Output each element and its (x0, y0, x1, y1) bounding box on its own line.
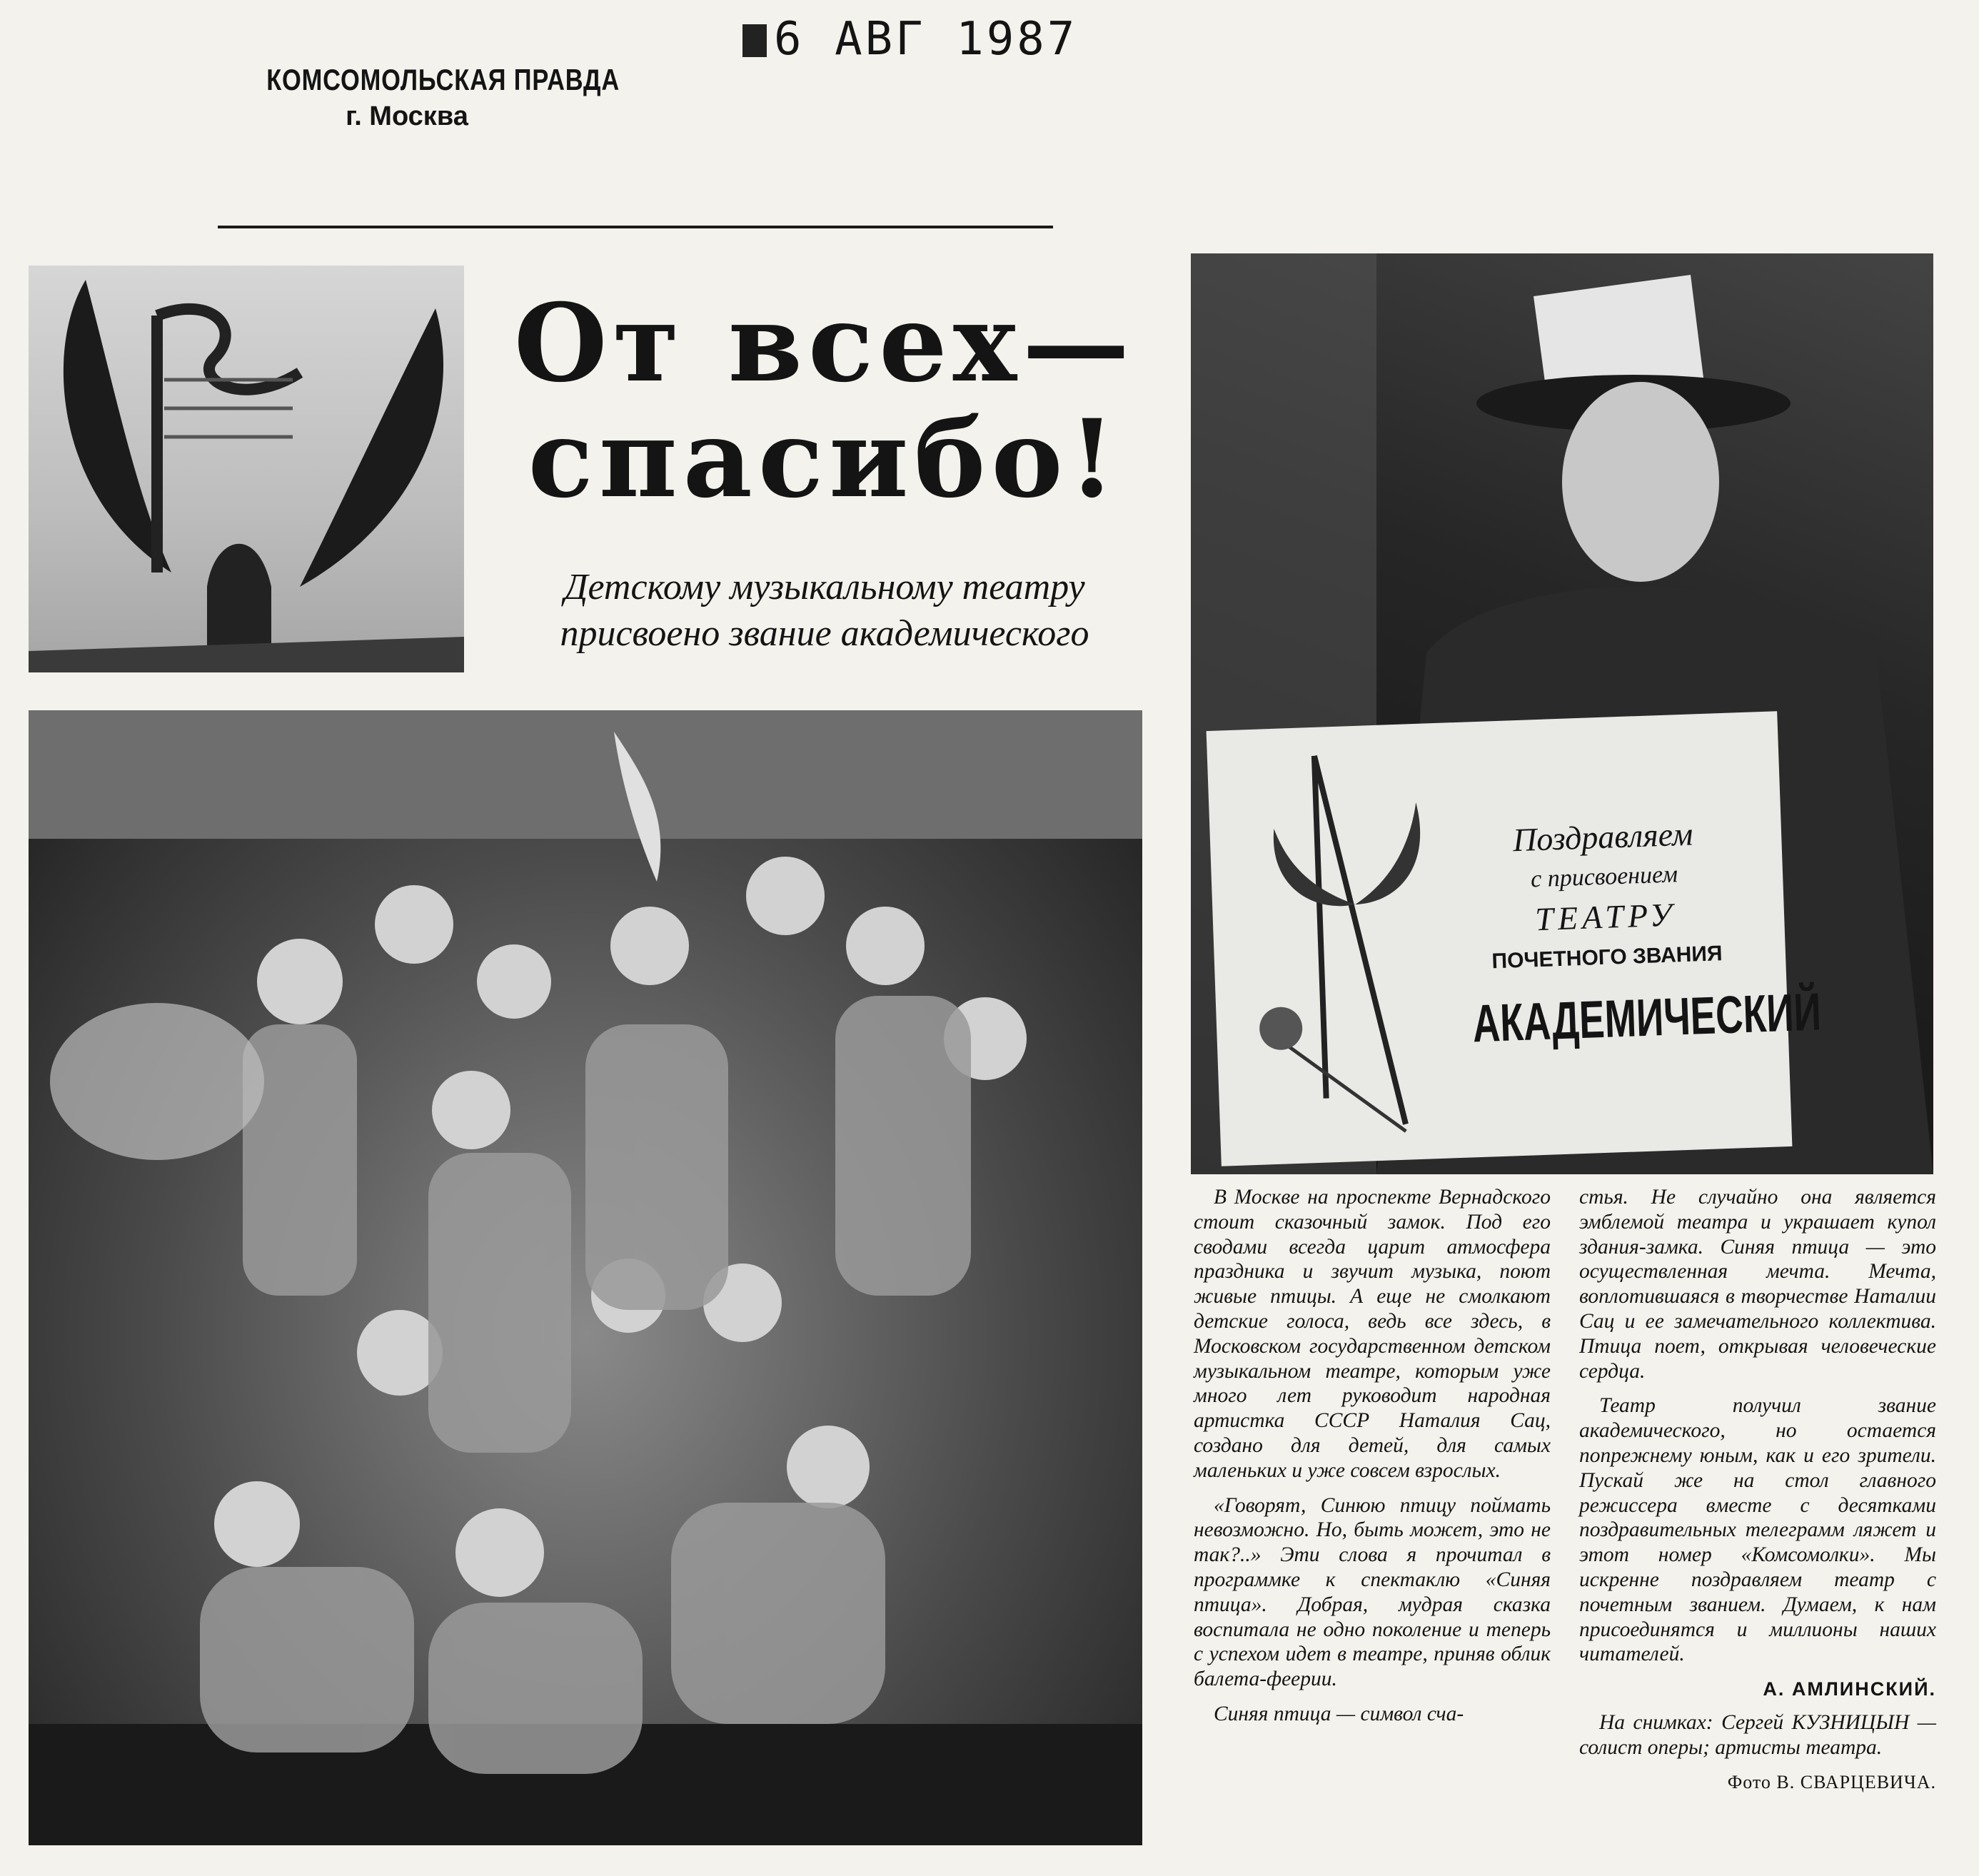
headline-line-2: спасибо! (528, 396, 1122, 522)
article-paragraph: «Говорят, Синюю птицу поймать невозможно. Но, быть может, это не так?..» Эти слова я прочитал в программке к спектаклю «Синяя птица». Добрая, мудрая сказка воспитала не одно поколение и теперь с успехом идет в театре, приняв облик балета-феерии. (1194, 1493, 1551, 1691)
poster-line-2: с присвоением (1530, 861, 1678, 893)
headline-line-1: От всех— (513, 281, 1136, 406)
poster-line-1: Поздравляем (1512, 815, 1694, 859)
poster-line-5: АКАДЕМИЧЕСКИЙ (1471, 982, 1823, 1054)
date-stamp (742, 13, 1077, 66)
article-paragraph: Театр получил звание академического, но остается попрежнему юным, как и его зрители. Пускай же на стол главного режиссера вместе с десятками поздравительных телеграмм ляжет и этот номер «Комсомолки». Мы искренне поздравляем театр с почетным званием. Думаем, к нам присоединятся и миллионы наших читателей. (1579, 1394, 1936, 1666)
photo-caption: На снимках: Сергей КУЗНИЦЫН — солист оперы; артисты театра. (1579, 1710, 1936, 1759)
bird-emblem-icon (29, 266, 464, 672)
newspaper-stamp (236, 63, 620, 132)
headline (503, 281, 1146, 522)
stamp-mark-icon (742, 24, 767, 57)
subheadline-line-2: присвоено звание академического (560, 613, 1089, 654)
article-paragraph: стья. Не случайно она является эмблемой театра и украшает купол здания-замка. Синяя птица — это осуществленная мечта. Мечта, воплотившаяся в творчестве Наталии Сац и ее замечательного коллектива. Птица поет, открывая человеческие сердца. (1579, 1186, 1936, 1383)
subheadline-line-1: Детскому музыкальному театру (564, 567, 1085, 607)
date-month: АВГ (835, 13, 926, 66)
newspaper-name: КОМСОМОЛЬСКАЯ ПРАВДА (266, 63, 620, 96)
author-signature: А. АМЛИНСКИЙ. (1763, 1678, 1936, 1700)
article-paragraph: В Москве на проспекте Вернадского стоит сказочный замок. Под его сводами всегда царит атмосфера праздника и звучит музыка, поют живые птицы. А еще не смолкают детские голоса, ведь все здесь, в Московском государственном детском музыкальном театре, которым уже много лет руководит народная артистка СССР Наталия Сац, создано для детей, для самых маленьких и уже совсем взрослых. (1194, 1186, 1551, 1482)
article-column-1 (1194, 1185, 1551, 1737)
article-paragraph: Синяя птица — символ сча- (1214, 1702, 1464, 1725)
photo-credit: Фото В. СВАРЦЕВИЧА. (1727, 1771, 1936, 1792)
header-divider (218, 226, 1053, 228)
congratulation-poster (1207, 711, 1823, 1166)
poster-line-3: ТЕАТРУ (1534, 896, 1677, 938)
artists-group-icon (29, 710, 1142, 1845)
group-photo (29, 710, 1142, 1845)
article-column-2 (1579, 1185, 1936, 1795)
date-year: 1987 (956, 13, 1078, 66)
emblem-photo (29, 266, 464, 672)
poster-line-4: ПОЧЕТНОГО ЗВАНИЯ (1491, 942, 1723, 974)
date-day: 6 (774, 13, 805, 66)
subheadline (525, 564, 1124, 657)
newspaper-city: г. Москва (346, 101, 468, 131)
